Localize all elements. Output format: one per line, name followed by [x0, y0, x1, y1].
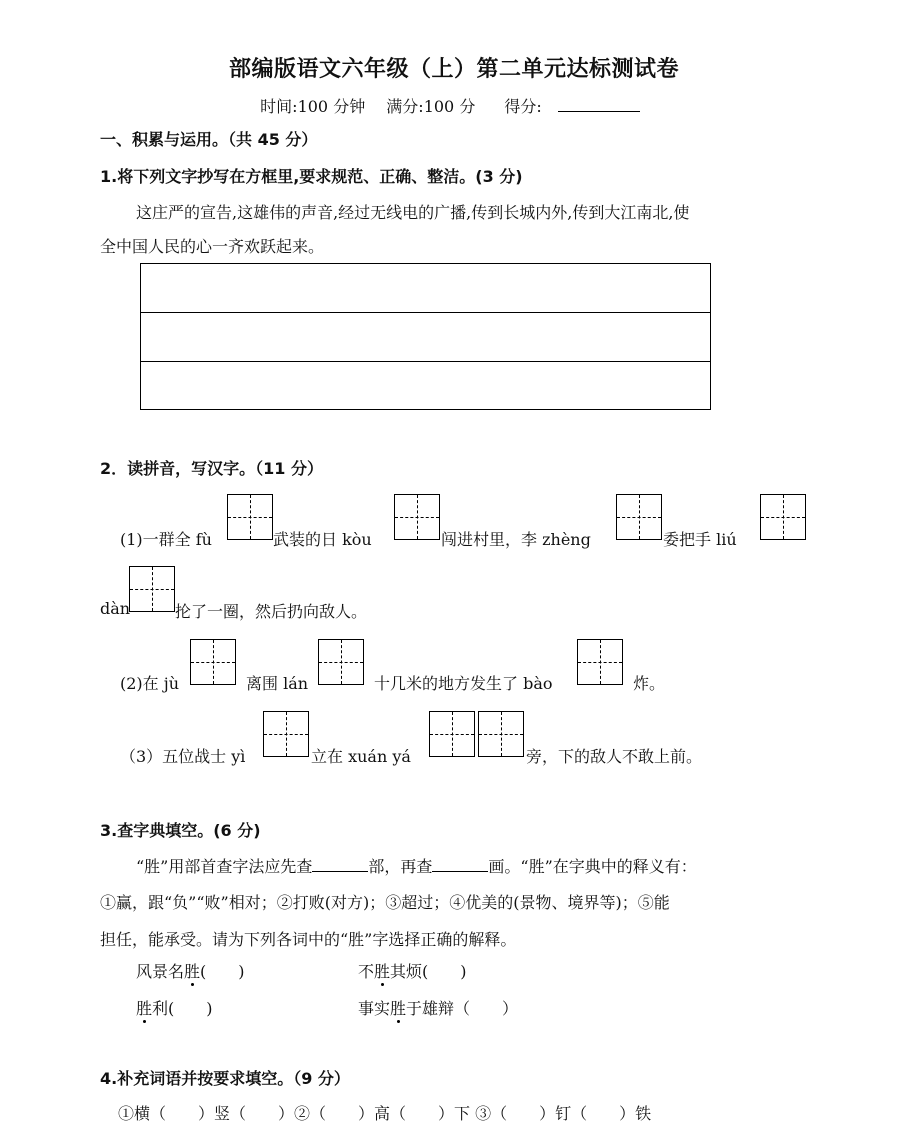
radical-blank[interactable] — [312, 857, 368, 872]
tian-grid-box[interactable] — [318, 639, 364, 685]
tian-grid-box[interactable] — [129, 566, 175, 612]
tian-grid-box[interactable] — [478, 711, 524, 757]
full-score: 满分:100 分 — [386, 97, 476, 116]
tian-grid-box[interactable] — [394, 494, 440, 540]
score-field: 得分: — [496, 97, 647, 116]
stroke-count-blank[interactable] — [432, 857, 488, 872]
page-title: 部编版语文六年级（上）第二单元达标测试卷 — [228, 57, 679, 82]
q3-item-1[interactable]: 风景名胜( ) — [136, 962, 245, 981]
q2-s1-text3: 闯进村里，李 zhèng — [441, 530, 591, 549]
q4-line[interactable]: ①横（ ）竖（ ）②（ ）高（ ）下 ③（ ）钉（ ）铁 — [118, 1104, 652, 1123]
q2-s2-text1: (2)在 jù — [120, 674, 180, 693]
copy-writing-box[interactable] — [140, 263, 711, 410]
copy-box-divider — [141, 312, 710, 313]
tian-grid-box[interactable] — [263, 711, 309, 757]
time-limit: 时间:100 分钟 — [260, 97, 366, 116]
q3-paragraph-line2: ①赢，跟“负”“败”相对；②打败(对方)；③超过；④优美的(景物、境界等)；⑤能 — [100, 893, 670, 912]
part1-heading: 一、积累与运用。（共 45 分） — [100, 130, 318, 149]
q3-heading: 3.查字典填空。(6 分) — [100, 821, 261, 840]
q2-s1-text1: (1)一群全 fù — [120, 530, 212, 549]
q1-heading: 1.将下列文字抄写在方框里,要求规范、正确、整洁。(3 分) — [100, 167, 523, 186]
q3-item-2[interactable]: 不胜其烦( ) — [358, 962, 467, 981]
q2-s1-text2: 武装的日 kòu — [273, 530, 372, 549]
tian-grid-box[interactable] — [760, 494, 806, 540]
tian-grid-box[interactable] — [190, 639, 236, 685]
tian-grid-box[interactable] — [227, 494, 273, 540]
exam-meta — [0, 94, 908, 117]
q2-s2-text2: 离围 lán — [246, 674, 309, 693]
q4-heading: 4.补充词语并按要求填空。（9 分） — [100, 1069, 350, 1088]
tian-grid-box[interactable] — [577, 639, 623, 685]
q2-s2-text4: 炸。 — [633, 674, 666, 693]
q1-text-line1: 这庄严的宣告,这雄伟的声音,经过无线电的广播,传到长城内外,传到大江南北,使 — [136, 203, 690, 222]
q2-s1-text4: 委把手 liú — [663, 530, 737, 549]
q2-heading: 2．读拼音，写汉字。（11 分） — [100, 459, 323, 478]
q3-paragraph-line1: “胜”用部首查字法应先查 部，再查 画。“胜”在字典中的释义有： — [136, 857, 697, 876]
q2-s2-text3: 十几米的地方发生了 bào — [374, 674, 553, 693]
q2-s3-text1: （3）五位战士 yì — [120, 747, 246, 766]
q2-s1-text6: 抡了一圈，然后扔向敌人。 — [175, 602, 368, 621]
copy-box-divider — [141, 361, 710, 362]
tian-grid-box[interactable] — [616, 494, 662, 540]
q3-item-3[interactable]: 胜利( ) — [136, 999, 213, 1018]
q1-text-line2: 全中国人民的心一齐欢跃起来。 — [100, 237, 325, 256]
q2-s1-text5: dàn — [100, 599, 131, 618]
q3-paragraph-line3: 担任，能承受。请为下列各词中的“胜”字选择正确的解释。 — [100, 930, 517, 949]
tian-grid-box[interactable] — [429, 711, 475, 757]
q3-item-4[interactable]: 事实胜于雄辩（ ） — [358, 999, 519, 1018]
q2-s3-text2: 立在 xuán yá — [311, 747, 411, 766]
q2-s3-text3: 旁，下的敌人不敢上前。 — [526, 747, 703, 766]
